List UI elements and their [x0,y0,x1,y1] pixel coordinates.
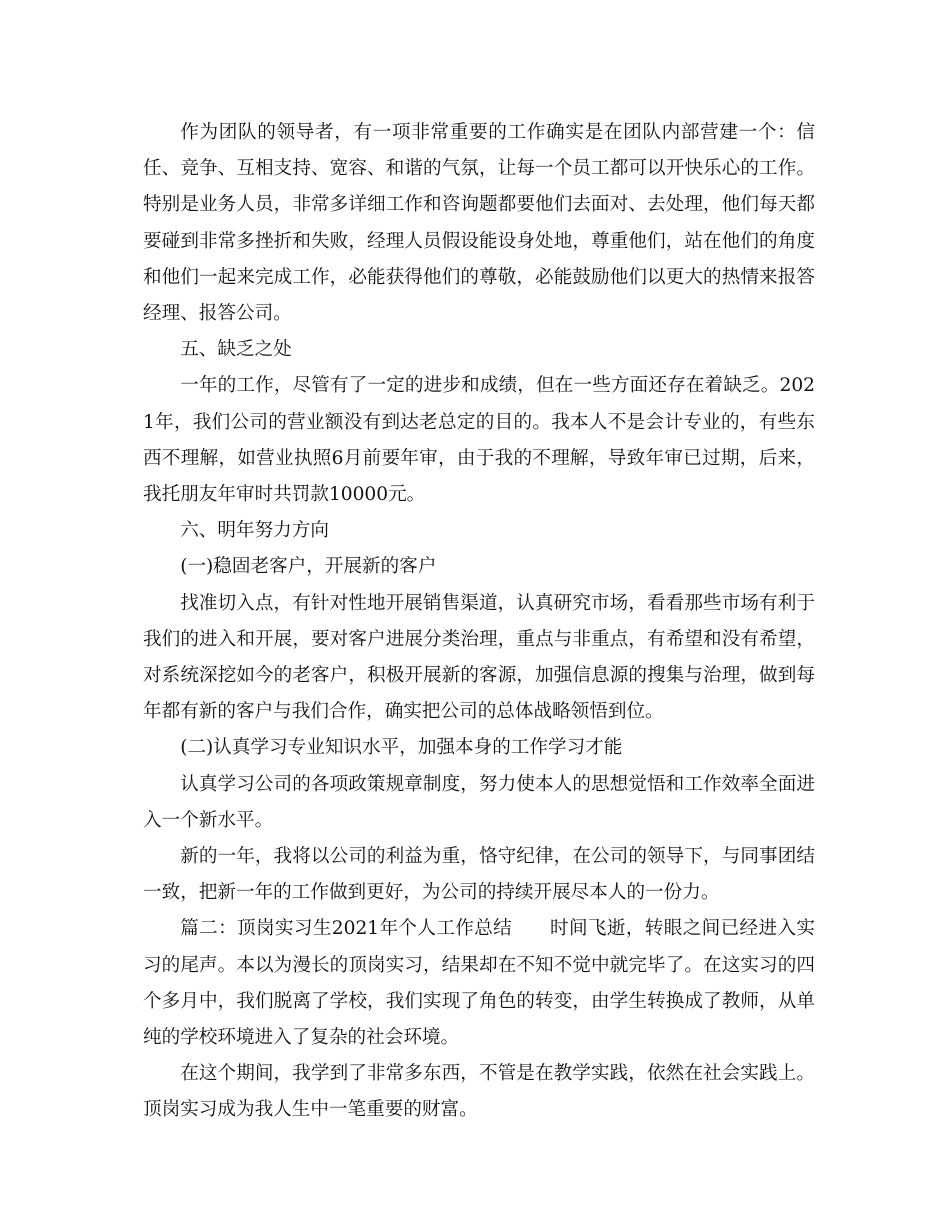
subheading-study: (二)认真学习专业知识水平，加强本身的工作学习才能 [180,737,623,759]
paragraph-new-year: 新的一年，我将以公司的利益为重，恪守纪律，在公司的领导下，与同事团结一致，把新一年的工作做到更好，为公司的持续开展尽本人的一份力。 [143,846,815,904]
paragraph-internship-gains: 在这个期间，我学到了非常多东西，不管是在教学实践，依然在社会实践上。顶岗实习成为我人生中一笔重要的财富。 [143,1063,815,1121]
paragraph-internship-summary: 篇二：顶岗实习生2021年个人工作总结 时间飞逝，转眼之间已经进入实习的尾声。本以为漫长的顶岗实习，结果却在不知不觉中就完毕了。在这实习的四个多月中，我们脱离了学校，我们实现了角色的转变，由学生转换成了教师，从单纯的学校环境进入了复杂的社会环境。 [143,918,815,1049]
paragraph-customers: 找准切入点，有针对性地开展销售渠道，认真研究市场，看看那些市场有利于我们的进入和开展，要对客户进展分类治理，重点与非重点，有希望和没有希望，对系统深挖如今的老客户，积极开展新的客源，加强信息源的搜集与治理，做到每年都有新的客户与我们合作，确实把公司的总体战略领悟到位。 [143,592,815,723]
paragraph-shortcomings: 一年的工作，尽管有了一定的进步和成绩，但在一些方面还存在着缺乏。2021年，我们公司的营业额没有到达老总定的目的。我本人不是会计专业的，有些东西不理解，如营业执照6月前要年审，由于我的不理解，导致年审已过期，后来，我托朋友年审时共罚款10000元。 [143,375,815,506]
heading-next-year-direction: 六、明年努力方向 [180,520,329,542]
paragraph-study: 认真学习公司的各项政策规章制度，努力使本人的思想觉悟和工作效率全面进入一个新水平。 [143,773,815,831]
subheading-customers: (一)稳固老客户，开展新的客户 [180,556,437,578]
heading-shortcomings: 五、缺乏之处 [180,339,292,361]
paragraph-team-leadership: 作为团队的领导者，有一项非常重要的工作确实是在团队内部营建一个：信任、竞争、互相支持、宽容、和谐的气氛，让每一个员工都可以开快乐心的工作。特别是业务人员，非常多详细工作和咨询题都要他们去面对、去处理，他们每天都要碰到非常多挫折和失败，经理人员假设能设身处地，尊重他们，站在他们的角度和他们一起来完成工作，必能获得他们的尊敬，必能鼓励他们以更大的热情来报答经理、报答公司。 [143,122,815,325]
